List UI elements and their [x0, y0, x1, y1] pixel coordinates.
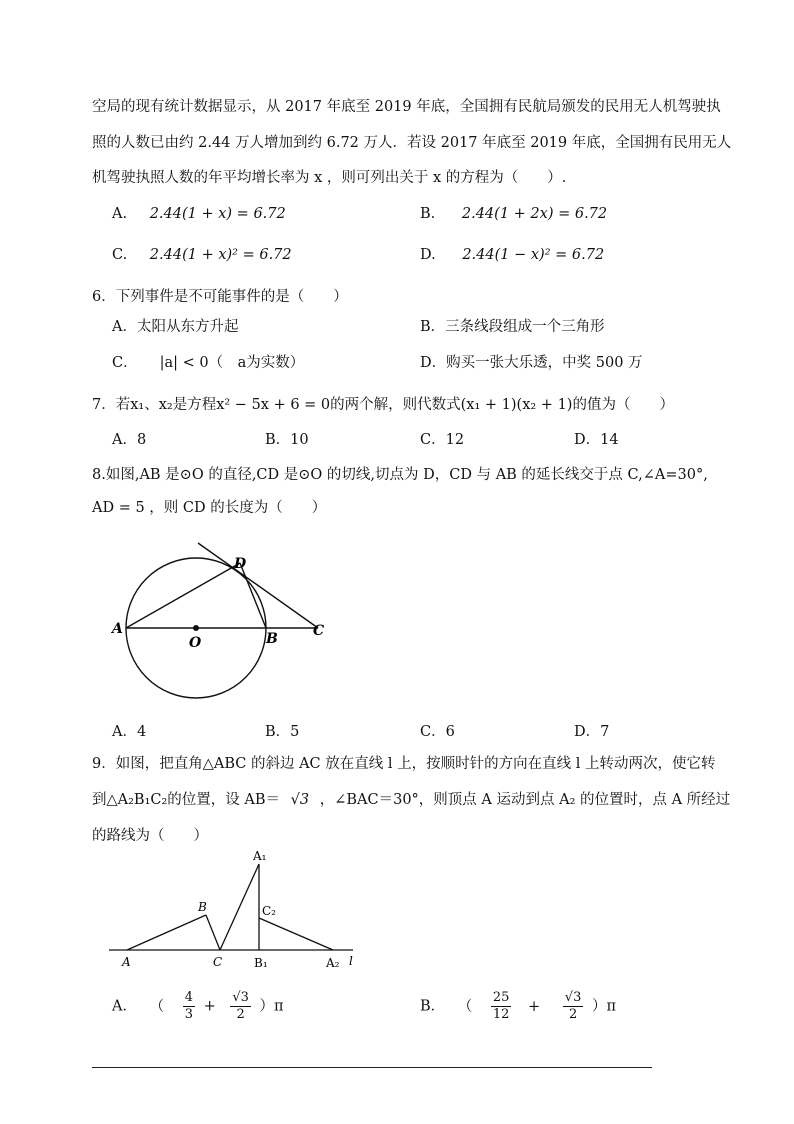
label-d: D — [234, 556, 247, 572]
option-letter: A． — [112, 998, 137, 1015]
q5-line-3: 机驾驶执照人数的年平均增长率为 x ，则可列出关于 x 的方程为（ ）. — [92, 170, 567, 186]
label-l: l — [349, 954, 353, 968]
label-b1: B₁ — [254, 956, 268, 970]
q6-option-c — [112, 351, 304, 372]
option-letter: D． — [420, 355, 447, 371]
option-text: 太阳从东方升起 — [136, 319, 239, 335]
option-letter: A． — [112, 724, 137, 740]
option-text: 10 — [290, 432, 309, 448]
plus-sign: + — [528, 998, 541, 1015]
fraction-denominator: 3 — [184, 1007, 193, 1022]
segment-ad — [126, 563, 240, 628]
q7-option-d — [574, 428, 619, 449]
option-letter: D． — [574, 724, 601, 740]
q7-stem: 7．若x₁、x₂是方程x² − 5x + 6 = 0的两个解，则代数式(x₁ + 1)(x₂ + 1)的值为（ ） — [92, 397, 674, 413]
label-c: C — [213, 955, 223, 969]
footer-rule — [92, 1067, 652, 1068]
label-a: A — [122, 955, 131, 969]
fraction-first — [491, 990, 512, 1023]
label-o: O — [189, 635, 202, 651]
seg-c2-a2 — [259, 918, 333, 950]
q6-stem: 6．下列事件是不可能事件的是（ ） — [92, 289, 348, 305]
option-text: 2.44(1 + x) = 6.72 — [149, 206, 286, 222]
option-letter: C． — [420, 724, 446, 740]
fraction-numerator: √3 — [232, 990, 249, 1005]
option-text: 6 — [445, 724, 455, 740]
q8-option-d — [574, 720, 609, 741]
q9-rotation-figure — [105, 845, 360, 973]
fraction-numerator: 4 — [184, 990, 193, 1005]
q5-line-2: 照的人数已由约 2.44 万人增加到约 6.72 万人．若设 2017 年底至 2019 年底，全国拥有民用无人 — [92, 135, 732, 151]
q9-option-a — [112, 990, 284, 1023]
label-a2: A₂ — [326, 956, 340, 970]
option-letter: B． — [420, 998, 446, 1015]
label-b: B — [198, 900, 207, 914]
q6-option-a — [112, 315, 238, 336]
q5-option-d — [420, 247, 604, 263]
option-text: 7 — [600, 724, 610, 740]
q5-option-c — [112, 247, 292, 263]
option-letter: B． — [420, 319, 446, 335]
q8-option-a — [112, 720, 146, 741]
q8-option-c — [420, 720, 455, 741]
option-text: 三条线段组成一个三角形 — [445, 319, 605, 335]
fraction-denominator: 2 — [568, 1007, 578, 1022]
q9-line-1: 9．如图，把直角△ABC 的斜边 AC 放在直线 l 上，按顺时针的方向在直线 l 上转动两次，使它转 — [92, 756, 716, 772]
label-c2: C₂ — [262, 904, 276, 918]
option-text: 2.44(1 − x)² = 6.72 — [462, 247, 605, 263]
option-text: 12 — [445, 432, 465, 448]
option-letter: C． — [112, 355, 138, 371]
option-letter: C. — [112, 247, 128, 263]
q9-sqrt3: √3 — [290, 792, 310, 808]
seg-c-a1 — [220, 864, 259, 950]
option-letter: C． — [420, 432, 446, 448]
q9-line-2-end: ，∠BAC＝30°，则顶点 A 运动到点 A₂ 的位置时，点 A 所经过 — [319, 792, 731, 808]
fraction-denominator: 2 — [236, 1007, 245, 1022]
label-c: C — [313, 623, 325, 639]
q7-option-a — [112, 428, 146, 449]
seg-bc — [206, 915, 220, 950]
q5-option-a — [112, 206, 286, 222]
label-b: B — [266, 631, 278, 647]
option-letter: A. — [112, 206, 128, 222]
plus-sign: + — [203, 998, 216, 1015]
option-close: ）π — [259, 998, 284, 1015]
label-a: A — [112, 621, 123, 637]
option-text: 2.44(1 + 2x) = 6.72 — [461, 206, 608, 222]
option-letter: B． — [265, 432, 291, 448]
fraction-numerator: 25 — [492, 990, 510, 1005]
q9-line-2-start: 到△A₂B₁C₂的位置，设 AB＝ — [92, 792, 281, 808]
fraction-denominator: 12 — [492, 1007, 510, 1022]
option-letter: D. — [420, 247, 436, 263]
fraction-numerator: √3 — [564, 990, 582, 1005]
q8-option-b — [265, 720, 299, 741]
q8-line-2: AD = 5 ，则 CD 的长度为（ ） — [92, 500, 327, 516]
fraction-second — [230, 990, 251, 1023]
seg-ab — [127, 915, 206, 950]
option-letter: A． — [112, 432, 137, 448]
q9-line-3: 的路线为（ ） — [92, 828, 208, 844]
q5-option-b — [420, 206, 607, 222]
option-letter: B. — [420, 206, 436, 222]
option-letter: D． — [574, 432, 601, 448]
q6-option-b — [420, 315, 605, 336]
option-text: 4 — [136, 724, 147, 740]
option-text: 8 — [136, 432, 147, 448]
option-text: 5 — [290, 724, 300, 740]
label-a1: A₁ — [253, 849, 267, 863]
option-text: 14 — [600, 432, 619, 448]
option-text: 购买一张大乐透，中奖 500 万 — [446, 355, 643, 371]
fraction-first — [183, 990, 195, 1023]
option-open-paren: （ — [457, 998, 473, 1015]
q7-option-c — [420, 428, 464, 449]
option-close: ）π — [591, 998, 616, 1015]
q8-circle-figure — [100, 535, 340, 705]
q7-option-b — [265, 428, 309, 449]
tangent-line — [198, 543, 318, 628]
q6-option-d — [420, 351, 643, 372]
center-point — [193, 625, 199, 631]
option-letter: A． — [112, 319, 137, 335]
q5-line-1: 空局的现有统计数据显示，从 2017 年底至 2019 年底，全国拥有民航局颁发的民用无人机驾驶执 — [92, 99, 721, 115]
q9-option-b — [420, 990, 616, 1023]
q8-line-1: 8.如图,AB 是⊙O 的直径,CD 是⊙O 的切线,切点为 D，CD 与 AB 的延长线交于点 C,∠A=30°, — [92, 467, 708, 483]
q9-line-2 — [92, 788, 730, 809]
option-text: |a| < 0（ a为实数） — [159, 355, 305, 371]
option-open-paren: （ — [149, 998, 165, 1015]
segment-db — [240, 563, 266, 628]
fraction-second — [563, 990, 584, 1023]
option-letter: B． — [265, 724, 291, 740]
option-text: 2.44(1 + x)² = 6.72 — [149, 247, 292, 263]
